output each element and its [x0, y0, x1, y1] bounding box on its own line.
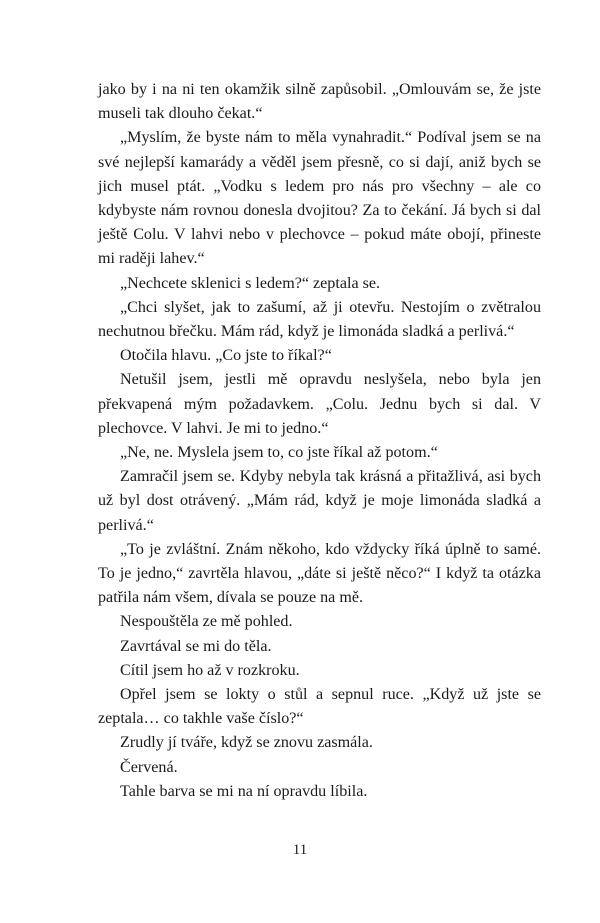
- paragraph: Zavrtával se mi do těla.: [120, 637, 272, 655]
- paragraph: „Ne, ne. Myslela jsem to, co jste říkal až potom.“: [120, 444, 438, 462]
- paragraph: Opřel jsem se lokty o stůl a sepnul ruce. „Když už jste se zeptala… co takhle vaše číslo?“: [98, 686, 541, 728]
- paragraph: Cítil jsem ho až v rozkroku.: [120, 661, 300, 679]
- paragraph: Netušil jsem, jestli mě opravdu neslyšela, nebo byla jen překvapená mým požadavkem. „Colu. Jednu bych si dal. V plechovce. V lahvi. Je mi to jedno.“: [98, 371, 541, 437]
- paragraph: Zamračil jsem se. Kdyby nebyla tak krásná a přitažlivá, asi bych už byl dost otrávený. „Mám rád, když je moje limonáda sladká a perlivá.“: [98, 468, 541, 534]
- paragraph: Nespouštěla ze mě pohled.: [120, 613, 293, 631]
- page-number: 11: [292, 842, 308, 858]
- paragraph: Tahle barva se mi na ní opravdu líbila.: [120, 782, 368, 800]
- book-page-text: [98, 78, 541, 804]
- paragraph: Zrudly jí tváře, když se znovu zasmála.: [120, 734, 373, 752]
- paragraph: jako by i na ni ten okamžik silně zapůsobil. „Omlouvám se, že jste museli tak dlouho čekat.“: [98, 81, 541, 123]
- paragraph: „To je zvláštní. Znám někoho, kdo vždycky říká úplně to samé. To je jedno,“ zavrtěla hlavou, „dáte si ještě něco?“ I když ta otázka patřila nám všem, dívala se pouze na mě.: [98, 540, 541, 607]
- paragraph: „Chci slyšet, jak to zašumí, až ji otevřu. Nestojím o zvětralou nechutnou břečku. Mám rád, když je limonáda sladká a perlivá.“: [98, 298, 541, 341]
- paragraph: „Nechcete sklenici s ledem?“ zeptala se.: [120, 274, 381, 292]
- paragraph: Otočila hlavu. „Co jste to říkal?“: [120, 347, 332, 365]
- paragraph: „Myslím, že byste nám to měla vynahradit.“ Podíval jsem se na své nejlepší kamarády a věděl jsem přesně, co si dají, aniž bych se jich musel ptát. „Vodku s ledem pro nás pro všechny – ale co kdybyste nám rovnou donesla dvojitou? Za to čekání. Já bych si dal ještě Colu. V lahvi nebo v plechovce – pokud máte obojí, přineste mi raději lahev.“: [98, 129, 541, 268]
- paragraph: Červená.: [120, 758, 178, 776]
